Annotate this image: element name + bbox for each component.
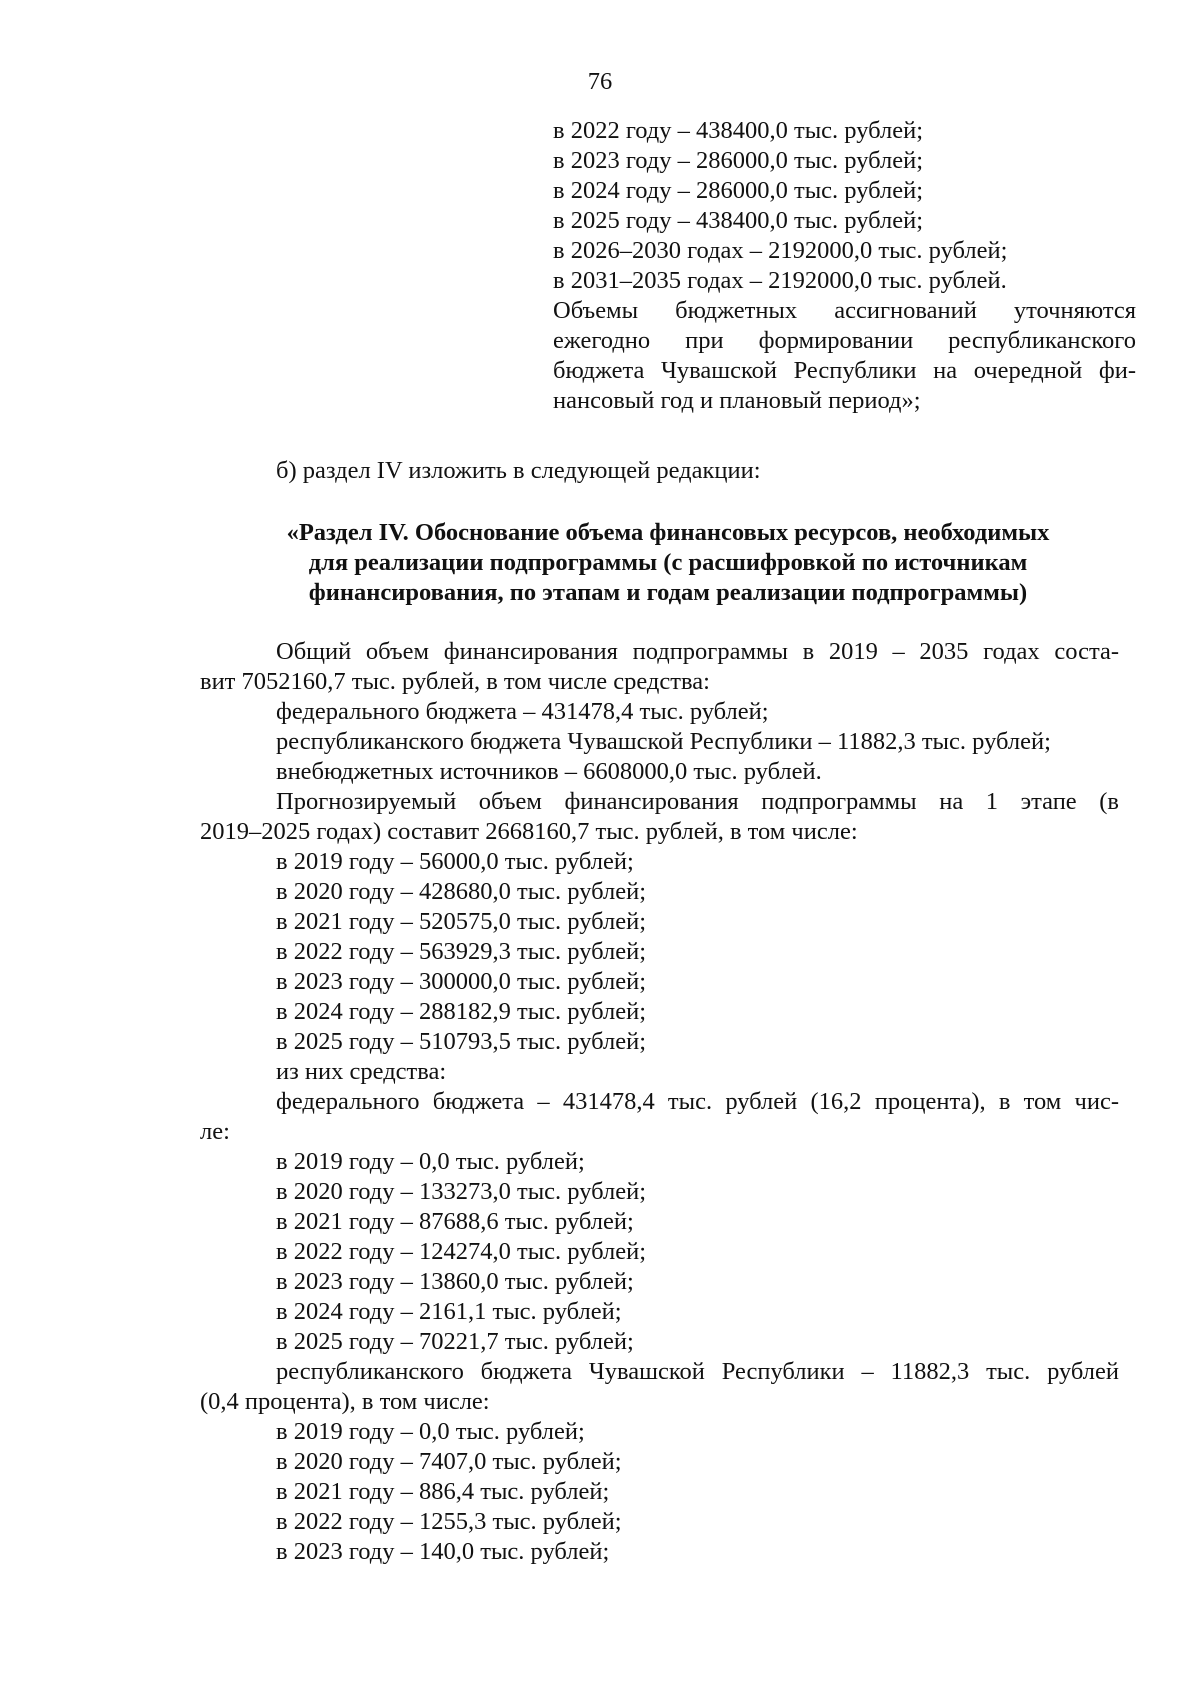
body-line: в 2022 году – 1255,3 тыс. рублей; <box>276 1508 622 1535</box>
funding-line: в 2026–2030 годах – 2192000,0 тыс. рублей; <box>553 237 1008 264</box>
body-line: (0,4 процента), в том числе: <box>200 1388 490 1415</box>
body-line: в 2025 году – 70221,7 тыс. рублей; <box>276 1328 634 1355</box>
heading-line: «Раздел IV. Обоснование объема финансовых ресурсов, необходимых <box>286 519 1050 546</box>
body-line: в 2020 году – 133273,0 тыс. рублей; <box>276 1178 647 1205</box>
body-line: в 2024 году – 2161,1 тыс. рублей; <box>276 1298 622 1325</box>
funding-line: в 2031–2035 годах – 2192000,0 тыс. рублей. <box>553 267 1007 294</box>
body-line: в 2025 году – 510793,5 тыс. рублей; <box>276 1028 647 1055</box>
funding-line: в 2024 году – 286000,0 тыс. рублей; <box>553 177 924 204</box>
body-line: в 2023 году – 13860,0 тыс. рублей; <box>276 1268 634 1295</box>
funding-line: в 2023 году – 286000,0 тыс. рублей; <box>553 147 924 174</box>
program-funding-continuation <box>553 116 1136 416</box>
body-line: в 2021 году – 886,4 тыс. рублей; <box>276 1478 610 1505</box>
note-line: Объемы бюджетных ассигнований уточняются <box>553 297 1136 324</box>
body-line: федерального бюджета – 431478,4 тыс. рублей; <box>276 698 769 725</box>
body-line: в 2022 году – 563929,3 тыс. рублей; <box>276 938 647 965</box>
body-line: ле: <box>200 1118 230 1145</box>
body-line: федерального бюджета – 431478,4 тыс. рублей (16,2 процента), в том чис- <box>276 1088 1119 1115</box>
body-line: внебюджетных источников – 6608000,0 тыс. рублей. <box>276 758 822 785</box>
body-line: в 2024 году – 288182,9 тыс. рублей; <box>276 998 647 1025</box>
body-line: республиканского бюджета Чувашской Республики – 11882,3 тыс. рублей <box>276 1358 1119 1385</box>
funding-line: в 2025 году – 438400,0 тыс. рублей; <box>553 207 924 234</box>
body-line: в 2023 году – 300000,0 тыс. рублей; <box>276 968 647 995</box>
note-line: нансовый год и плановый период»; <box>553 387 921 414</box>
page-number: 76 <box>587 68 613 95</box>
body-line: вит 7052160,7 тыс. рублей, в том числе средства: <box>200 668 710 695</box>
body-line: Общий объем финансирования подпрограммы в 2019 – 2035 годах соста- <box>276 638 1119 665</box>
section-body <box>200 637 1119 1567</box>
body-line: в 2019 году – 0,0 тыс. рублей; <box>276 1418 585 1445</box>
heading-line: финансирования, по этапам и годам реализации подпрограммы) <box>308 579 1028 606</box>
body-line: в 2019 году – 0,0 тыс. рублей; <box>276 1148 585 1175</box>
body-line: в 2021 году – 520575,0 тыс. рублей; <box>276 908 647 935</box>
body-line: в 2019 году – 56000,0 тыс. рублей; <box>276 848 634 875</box>
body-line: в 2020 году – 428680,0 тыс. рублей; <box>276 878 647 905</box>
body-line: в 2020 году – 7407,0 тыс. рублей; <box>276 1448 622 1475</box>
body-line: Прогнозируемый объем финансирования подпрограммы на 1 этапе (в <box>276 788 1119 815</box>
amendment-instruction: б) раздел IV изложить в следующей редакции: <box>276 457 761 484</box>
note-line: ежегодно при формировании республиканского <box>553 327 1136 354</box>
body-line: 2019–2025 годах) составит 2668160,7 тыс. рублей, в том числе: <box>200 818 858 845</box>
body-line: в 2023 году – 140,0 тыс. рублей; <box>276 1538 610 1565</box>
note-line: бюджета Чувашской Республики на очередной фи- <box>553 357 1136 384</box>
body-line: из них средства: <box>276 1058 447 1085</box>
funding-line: в 2022 году – 438400,0 тыс. рублей; <box>553 117 924 144</box>
body-line: в 2022 году – 124274,0 тыс. рублей; <box>276 1238 647 1265</box>
body-line: в 2021 году – 87688,6 тыс. рублей; <box>276 1208 634 1235</box>
body-line: республиканского бюджета Чувашской Республики – 11882,3 тыс. рублей; <box>276 728 1051 755</box>
section-heading <box>200 518 1136 608</box>
heading-line: для реализации подпрограммы (с расшифровкой по источникам <box>308 549 1028 576</box>
